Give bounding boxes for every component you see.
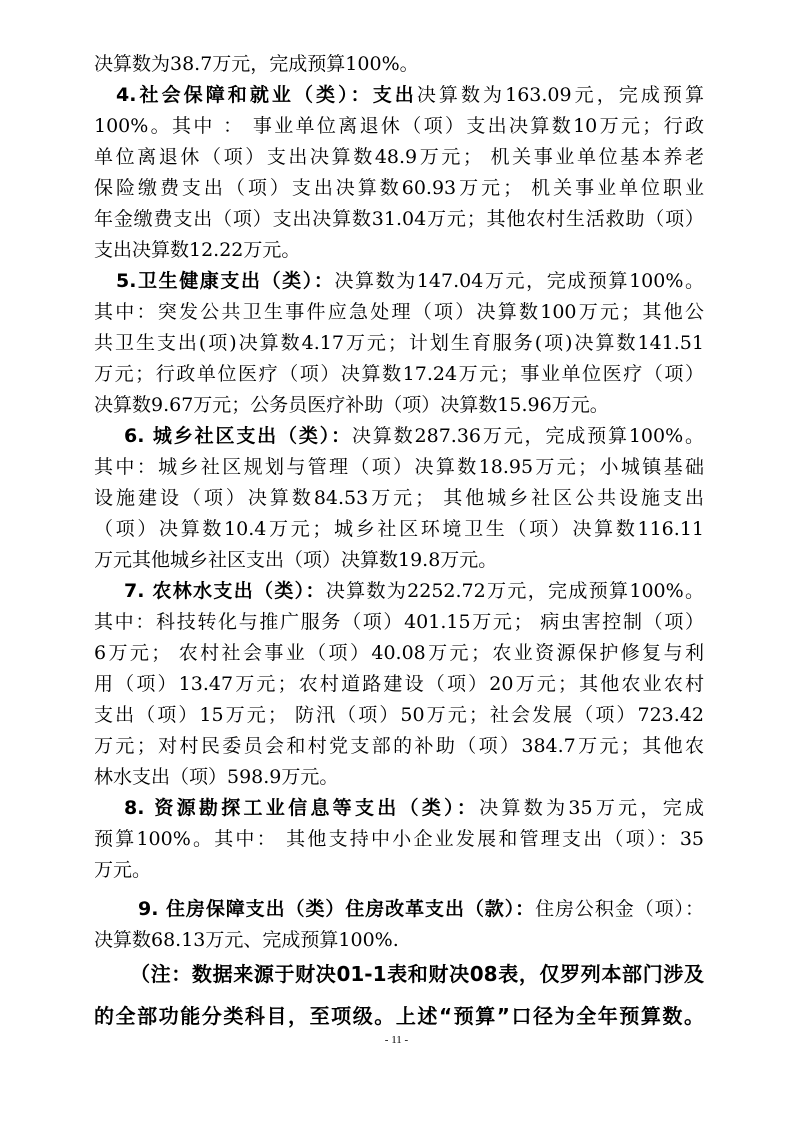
- paragraph-text: 用（项）13.47万元；农村道路建设（项）20万元；其他农业农村: [94, 673, 704, 695]
- paragraph-text: 万元；对村民委员会和村党支部的补助（项）384.7万元；其他农: [94, 735, 704, 757]
- text-line: [138, 900, 704, 919]
- text-line: [116, 272, 704, 291]
- text-line: [94, 931, 704, 950]
- paragraph-text: 住房公积金（项）：: [535, 898, 704, 920]
- paragraph-text: 共卫生支出(项)决算数4.17万元；计划生育服务(项)决算数141.51: [94, 332, 704, 354]
- text-line: [94, 768, 704, 787]
- paragraph-text: 决算数9.67万元；公务员医疗补助（项）决算数15.96万元。: [94, 394, 609, 416]
- note-line: [130, 964, 704, 984]
- text-line: [94, 830, 704, 849]
- paragraph-text: 林水支出（项）598.9万元。: [94, 766, 339, 788]
- paragraph-text: 其中：科技转化与推广服务（项）401.15万元； 病虫害控制（项）: [94, 611, 704, 633]
- text-line: [94, 706, 704, 725]
- paragraph-text: 单位离退休（项）支出决算数48.9万元； 机关事业单位基本养老: [94, 146, 704, 168]
- paragraph-text: 决算数为147.04万元，完成预算100%。: [334, 270, 704, 292]
- text-line: [94, 737, 704, 756]
- text-line: [94, 396, 704, 415]
- note-line: [94, 1006, 704, 1026]
- paragraph-text: 万元。: [94, 859, 152, 881]
- paragraph-text: 支出（项）15万元； 防汛（项）50万元；社会发展（项）723.42: [94, 704, 704, 726]
- paragraph-text: 万元；行政单位医疗（项）决算数17.24万元；事业单位医疗（项）: [94, 363, 704, 385]
- text-line: [94, 644, 704, 663]
- section-heading: 4.社会保障和就业（类）：支出: [116, 84, 417, 106]
- paragraph-text: 100%。其中 ： 事业单位离退休（项）支出决算数10万元；行政: [94, 115, 704, 137]
- section-heading: 5.卫生健康支出（类）：: [116, 270, 335, 292]
- section-heading: 9. 住房保障支出（类）住房改革支出（款）：: [138, 898, 536, 920]
- paragraph-text: 决算数为2252.72万元，完成预算100%。: [325, 580, 704, 602]
- paragraph-text: 年金缴费支出（项）支出决算数31.04万元；其他农村生活救助（项）: [94, 208, 704, 230]
- paragraph-text: 决算数为38.7万元，完成预算100%。: [94, 53, 419, 75]
- text-line: [116, 86, 704, 105]
- text-line: [94, 861, 704, 880]
- page-number: - 11 -: [384, 1034, 409, 1046]
- paragraph-text: （项）决算数10.4万元；城乡社区环境卫生（项）决算数116.11: [94, 518, 704, 540]
- text-line: [94, 148, 704, 167]
- text-line: [124, 799, 704, 818]
- note-text: 的全部功能分类科目，至项级。上述“预算”口径为全年预算数。: [94, 1004, 704, 1028]
- text-line: [94, 365, 704, 384]
- paragraph-text: 预算100%。其中： 其他支持中小企业发展和管理支出（项）：35: [94, 828, 704, 850]
- text-line: [124, 427, 704, 446]
- text-line: [124, 582, 704, 601]
- paragraph-text: 6万元； 农村社会事业（项）40.08万元；农业资源保护修复与利: [94, 642, 704, 664]
- text-line: [94, 489, 704, 508]
- section-heading: 8. 资源勘探工业信息等支出（类）：: [124, 797, 480, 819]
- paragraph-text: 其中：城乡社区规划与管理（项）决算数18.95万元；小城镇基础: [94, 456, 704, 478]
- text-line: [94, 551, 704, 570]
- text-line: [94, 458, 704, 477]
- note-text: （注：数据来源于财决01-1表和财决08表，仅罗列本部门涉及: [130, 962, 704, 986]
- text-line: [94, 520, 704, 539]
- paragraph-text: 决算数287.36万元，完成预算100%。: [351, 425, 704, 447]
- section-heading: 6. 城乡社区支出（类）：: [124, 425, 352, 447]
- paragraph-text: 保险缴费支出（项）支出决算数60.93万元； 机关事业单位职业: [94, 177, 704, 199]
- paragraph-text: 支出决算数12.22万元。: [94, 239, 301, 261]
- paragraph-text: 决算数为163.09元，完成预算: [416, 84, 704, 106]
- text-line: [94, 179, 704, 198]
- text-line: [94, 210, 704, 229]
- text-line: [94, 334, 704, 353]
- paragraph-text: 决算数为35万元，完成: [479, 797, 704, 819]
- text-line: [94, 55, 704, 74]
- text-line: [94, 241, 704, 260]
- text-line: [94, 675, 704, 694]
- section-heading: 7. 农林水支出（类）：: [124, 580, 326, 602]
- paragraph-text: 其中：突发公共卫生事件应急处理（项）决算数100万元；其他公: [94, 301, 704, 323]
- text-line: [94, 117, 704, 136]
- text-line: [94, 613, 704, 632]
- paragraph-text: 决算数68.13万元、完成预算100%.: [94, 929, 399, 951]
- paragraph-text: 万元其他城乡社区支出（项）决算数19.8万元。: [94, 549, 498, 571]
- paragraph-text: 设施建设（项）决算数84.53万元； 其他城乡社区公共设施支出: [94, 487, 704, 509]
- text-line: [94, 303, 704, 322]
